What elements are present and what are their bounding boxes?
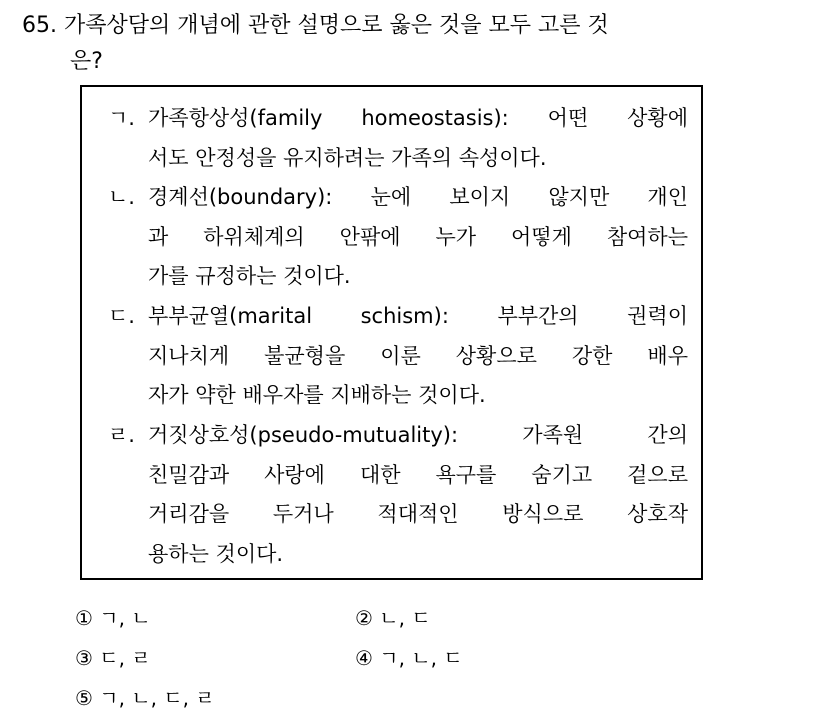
option-5[interactable] xyxy=(75,683,215,713)
statement-marker: ㄹ. xyxy=(108,423,135,447)
statement-line: 용하는 것이다. xyxy=(148,541,284,566)
option-text: ㄴ, ㄷ xyxy=(379,606,431,630)
statements-box xyxy=(80,85,703,580)
option-number: ② xyxy=(355,606,373,630)
statement-line: 자가 약한 배우자를 지배하는 것이다. xyxy=(148,383,486,407)
statement-line: 과 하위체계의 안팎에 누가 어떻게 참여하는 xyxy=(148,224,688,249)
option-2[interactable] xyxy=(355,603,431,633)
statement-marker: ㄴ. xyxy=(108,185,135,209)
statement-item xyxy=(108,416,688,574)
option-number: ⑤ xyxy=(75,686,93,710)
statement-item xyxy=(108,99,688,178)
statement-line: 가족항상성(family homeostasis): 어떤 상황에 xyxy=(148,106,688,130)
statement-line: 가를 규정하는 것이다. xyxy=(148,264,351,288)
statement-item xyxy=(108,178,688,297)
option-number: ③ xyxy=(75,646,93,670)
option-text: ㄷ, ㄹ xyxy=(99,646,151,670)
statement-item xyxy=(108,297,688,416)
option-3[interactable] xyxy=(75,643,151,673)
option-text: ㄱ, ㄴ, ㄷ, ㄹ xyxy=(99,686,215,710)
statement-line: 거리감을 두거나 적대적인 방식으로 상호작 xyxy=(148,502,688,526)
statement-line: 경계선(boundary): 눈에 보이지 않지만 개인 xyxy=(148,185,688,209)
question-stem xyxy=(22,8,609,80)
option-4[interactable] xyxy=(355,643,463,673)
statement-line: 친밀감과 사랑에 대한 욕구를 숨기고 겉으로 xyxy=(148,462,688,487)
question-text-line2: 은? xyxy=(70,49,103,74)
statement-marker: ㄱ. xyxy=(108,106,135,130)
option-number: ④ xyxy=(355,646,373,670)
question-text-line1: 가족상담의 개념에 관한 설명으로 옳은 것을 모두 고른 것 xyxy=(64,13,609,38)
statement-line: 부부균열(marital schism): 부부간의 권력이 xyxy=(148,304,688,328)
option-text: ㄱ, ㄴ xyxy=(99,606,151,630)
statement-line: 서도 안정성을 유지하려는 가족의 속성이다. xyxy=(148,145,547,170)
option-1[interactable] xyxy=(75,603,151,633)
option-text: ㄱ, ㄴ, ㄷ xyxy=(379,646,463,670)
statement-line: 거짓상호성(pseudo-mutuality): 가족원 간의 xyxy=(148,423,688,447)
statement-marker: ㄷ. xyxy=(108,304,135,328)
question-number: 65. xyxy=(22,13,57,38)
statement-line: 지나치게 불균형을 이룬 상황으로 강한 배우 xyxy=(148,343,688,368)
option-number: ① xyxy=(75,606,93,630)
